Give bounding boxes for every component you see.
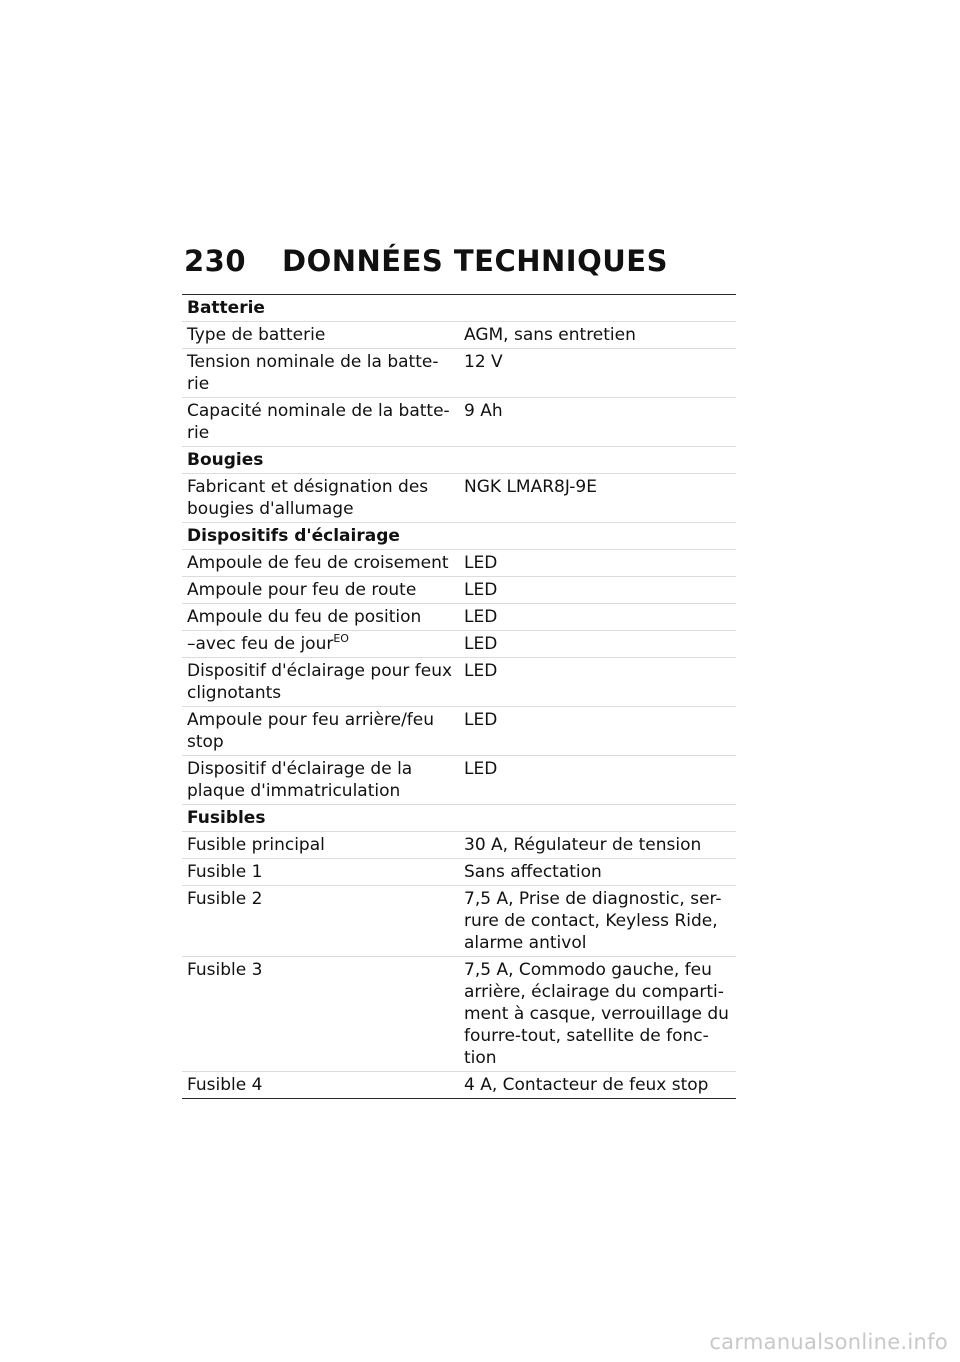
row-label: Fusible 4 [182, 1072, 459, 1099]
table-row [182, 957, 736, 1072]
table-row [182, 658, 736, 707]
table-row [182, 832, 736, 859]
battery-section [182, 295, 736, 447]
row-value: 30 A, Régulateur de tension [459, 832, 736, 859]
row-label: Tension nominale de la batte- rie [182, 349, 459, 398]
row-value: 12 V [459, 349, 736, 398]
spark-plugs-section [182, 447, 736, 523]
row-label: Ampoule pour feu de route [182, 577, 459, 604]
table-row [182, 322, 736, 349]
section-title: Batterie [182, 295, 736, 322]
table-row [182, 604, 736, 631]
table-row [182, 859, 736, 886]
row-label: Fusible 1 [182, 859, 459, 886]
row-value: NGK LMAR8J-9E [459, 474, 736, 523]
table-row [182, 886, 736, 957]
row-label: Dispositif d'éclairage pour feux clignotants [182, 658, 459, 707]
row-value: LED [459, 707, 736, 756]
row-value: 4 A, Contacteur de feux stop [459, 1072, 736, 1099]
section-title: Bougies [182, 447, 736, 474]
table-row [182, 707, 736, 756]
fuses-section [182, 805, 736, 1099]
eo-superscript: EO [333, 632, 349, 645]
row-value: 9 Ah [459, 398, 736, 447]
lighting-section [182, 523, 736, 805]
row-label: Capacité nominale de la batte- rie [182, 398, 459, 447]
table-row [182, 577, 736, 604]
table-row [182, 631, 736, 658]
page-title: DONNÉES TECHNIQUES [282, 244, 668, 278]
row-label: Fabricant et désignation des bougies d'allumage [182, 474, 459, 523]
row-value: LED [459, 631, 736, 658]
row-label: –avec feu de jour [187, 634, 334, 654]
table-row [182, 1072, 736, 1099]
page-header [184, 244, 668, 278]
row-label: Dispositif d'éclairage de la plaque d'immatriculation [182, 756, 459, 805]
section-title: Fusibles [182, 805, 736, 832]
table-row [182, 474, 736, 523]
row-value: 7,5 A, Prise de diagnostic, ser- rure de contact, Keyless Ride, alarme antivol [459, 886, 736, 957]
row-value: LED [459, 756, 736, 805]
section-title: Dispositifs d'éclairage [182, 523, 736, 550]
row-label: Ampoule pour feu arrière/feu stop [182, 707, 459, 756]
row-value: LED [459, 577, 736, 604]
row-label: Fusible 2 [182, 886, 459, 957]
row-label: Type de batterie [182, 322, 459, 349]
row-label-cell [182, 631, 459, 658]
table-row [182, 550, 736, 577]
specifications-table [182, 294, 736, 1099]
row-label: Ampoule du feu de position [182, 604, 459, 631]
table-row [182, 398, 736, 447]
row-value: AGM, sans entretien [459, 322, 736, 349]
row-value: LED [459, 604, 736, 631]
page-number: 230 [184, 244, 247, 278]
row-label: Fusible 3 [182, 957, 459, 1072]
watermark: carmanualsonline.info [709, 1330, 948, 1354]
row-value: Sans affectation [459, 859, 736, 886]
row-value: 7,5 A, Commodo gauche, feu arrière, éclairage du comparti- ment à casque, verrouillage du fourre-tout, satellite de fonc- tion [459, 957, 736, 1072]
row-value: LED [459, 550, 736, 577]
table-row [182, 756, 736, 805]
row-value: LED [459, 658, 736, 707]
row-label: Ampoule de feu de croisement [182, 550, 459, 577]
row-label: Fusible principal [182, 832, 459, 859]
table-row [182, 349, 736, 398]
